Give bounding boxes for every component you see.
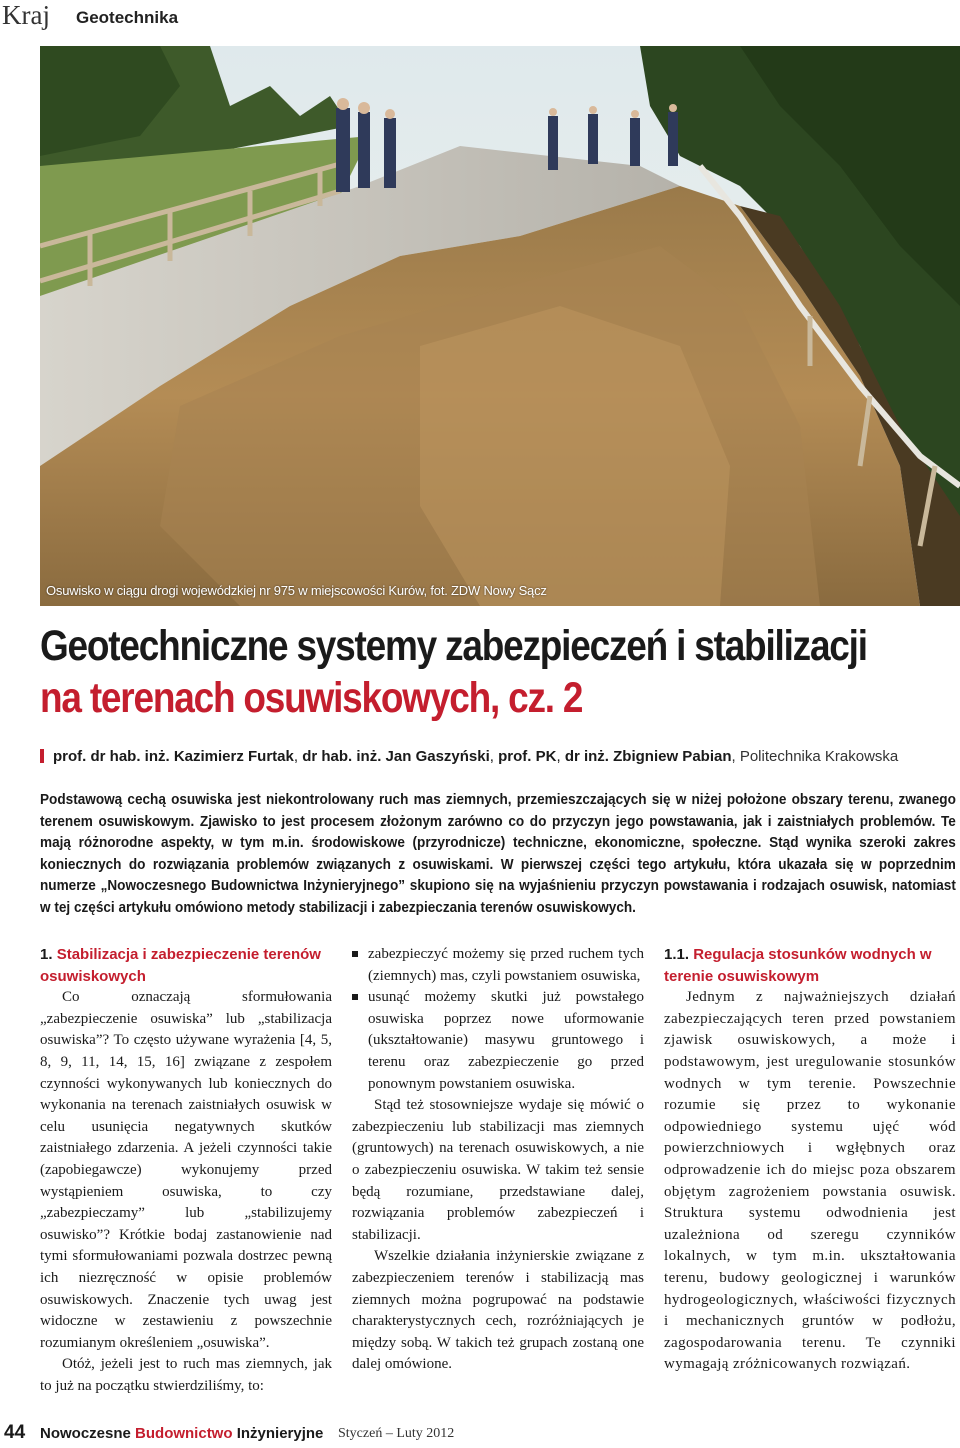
author-sep-2: , — [489, 748, 499, 765]
section-1-1-heading — [664, 944, 956, 987]
photo-caption: Osuwisko w ciągu drogi wojewódzkiej nr 975 w miejscowości Kurów, fot. ZDW Nowy Sącz — [46, 583, 547, 598]
article-lead: Podstawową cechą osuwiska jest niekontrolowany ruch mas ziemnych, przemieszczających się w niżej położone obszary terenu, zwanego terenem osuwiskowym. Zjawisko to jest procesem złożonym zarówno co do przyczyn jego powstawania, jak i zaistniałych problemów. Te mają różnorodne aspekty, w tym m.in. środowiskowe (przyrodnicze) techniczne, ekonomiczne, społeczne. Stąd wynika szeroki zakres koniecznych do rozwiązania problemów związanych z osuwiskami. W pierwszej części tego artykułu, która ukazała się w poprzednim numerze „Nowoczesnego Budownictwa Inżynieryjnego” skupiono się na wyjaśnieniu przyczyn powstawania i rodzajach osuwisk, natomiast w tej części artykułu omówiono metody stabilizacji i zabezpieczania terenów osuwiskowych. — [40, 791, 956, 916]
landslide-photo-illustration — [40, 46, 960, 606]
list-item-text: usunąć możemy skutki już powstałego osuwiska poprzez nowe uformowanie (ukształtowanie) masywu gruntowego i terenu oraz zabezpieczenie go przed ponownym powstaniem osuwiska. — [368, 989, 644, 1092]
column-3 — [664, 944, 956, 1376]
list-item — [352, 944, 644, 987]
subsection-label: Geotechnika — [76, 8, 179, 27]
section-1-1-paragraph-1: Jednym z najważniejszych działań zabezpieczających teren przed powstaniem zjawisk osuwiskowych, a może i podstawowym, jest uregulowanie stosunków wodnych w tym terenie. Powszechnie rozumie się przez to wykonanie odpowiedniego systemu ujęć wód powierzchniowych i wgłębnych oraz odprowadzenie ich do miejsc poza obszarem objętym zagrożeniem powstania osuwisk. Struktura systemu odwodnienia jest uzależniona od szeregu czynników lokalnych, w tym m.in. ukształtowania terenu, budowy geologicznej i warunków hydrogeologicznych, właściwości fizycznych i mechanicznych gruntów w podłożu, zagospodarowania terenu. Te czynniki wymagają zróżnicowanych rozwiązań. — [664, 989, 956, 1373]
landslide-photo — [40, 46, 960, 606]
section-1-paragraph-3: Stąd też stosowniejsze wydaje się mówić o zabezpieczeniu lub stabilizacji mas ziemnych (gruntowych) na terenach osuwiskowych, a nie o zabezpieczeniu osuwiska. W takim też sensie będą rozumiane, przedstawiane dalej, rozwiązania problemów zabezpieczeń i stabilizacji. — [352, 1097, 644, 1243]
section-1-1-title: Regulacja stosunków wodnych w terenie osuwiskowym — [664, 946, 932, 985]
section-1-1-number: 1.1. — [664, 946, 690, 963]
bullet-list — [352, 944, 644, 1095]
title-line-1: Geotechniczne systemy zabezpieczeń i stabilizacji — [40, 622, 867, 670]
section-1-title: Stabilizacja i zabezpieczenie terenów osuwiskowych — [40, 946, 321, 985]
author-marker — [40, 749, 44, 763]
section-label: Kraj — [2, 0, 50, 30]
column-2 — [352, 944, 644, 1376]
list-item — [352, 987, 644, 1095]
author-line — [40, 748, 898, 765]
title-line-2: na terenach osuwiskowych, cz. 2 — [40, 674, 583, 722]
magazine-name — [40, 1425, 323, 1442]
list-item-text: zabezpieczyć możemy się przed ruchem tych (ziemnych) mas, czyli powstaniem osuwiska, — [368, 946, 644, 984]
magazine-name-part-3: Inżynieryjne — [232, 1425, 324, 1442]
section-1-paragraph-1: Co oznaczają sformułowania „zabezpieczenie osuwiska” lub „stabilizacja osuwiska”? To często używane wyrażenia [4, 5, 8, 9, 11, 14, 15, 16] związane z zespołem czynności wykonywanych lub koniecznych do wykonania na terenach zaistniałych osuwisk w celu usunięcia negatywnych skutków zaistniałego zdarzenia. A jeżeli czynności takie (zapobiegawcze) wykonujemy przed wystąpieniem osuwiska, to czy „zabezpieczamy” lub „stabilizujemy osuwisko”? Krótkie bodaj zastanowienie nad tymi sformułowaniami pozwala dostrzec pewną ich niezręczność w opisie problemów osuwiskowych. Znaczenie tych uwag jest widoczne w zestawieniu z powszechnie rozumianym określeniem „osuwiska”. — [40, 989, 332, 1351]
author-2: dr hab. inż. Jan Gaszyński — [302, 748, 490, 765]
column-1 — [40, 944, 332, 1397]
author-3: prof. PK — [498, 748, 557, 765]
page-footer — [0, 1420, 960, 1448]
page-number: 44 — [4, 1422, 26, 1443]
section-1-number: 1. — [40, 946, 53, 963]
magazine-name-part-2: Budownictwo — [135, 1425, 233, 1442]
magazine-name-part-1: Nowoczesne — [40, 1425, 136, 1442]
page-header — [0, 0, 960, 40]
article-title — [40, 620, 867, 724]
author-4: dr inż. Zbigniew Pabian — [564, 748, 732, 765]
bullet-square-icon — [352, 951, 358, 957]
section-1-paragraph-4: Wszelkie działania inżynierskie związane z zabezpieczeniem terenów i stabilizacją mas ziemnych można pogrupować na podstawie charakterystycznych cech, rozróżniających je między sobą. W takich też grupach zostaną one dalej omówione. — [352, 1248, 644, 1373]
author-affiliation: , Politechnika Krakowska — [731, 748, 899, 765]
section-1-heading — [40, 944, 332, 987]
author-sep-1: , — [293, 748, 303, 765]
bullet-square-icon — [352, 994, 358, 1000]
author-1: prof. dr hab. inż. Kazimierz Furtak — [53, 748, 294, 765]
issue-date: Styczeń – Luty 2012 — [338, 1426, 455, 1441]
author-sep-3: , — [556, 748, 565, 765]
section-1-paragraph-2: Otóż, jeżeli jest to ruch mas ziemnych, jak to już na początku stwierdziliśmy, to: — [40, 1356, 332, 1394]
